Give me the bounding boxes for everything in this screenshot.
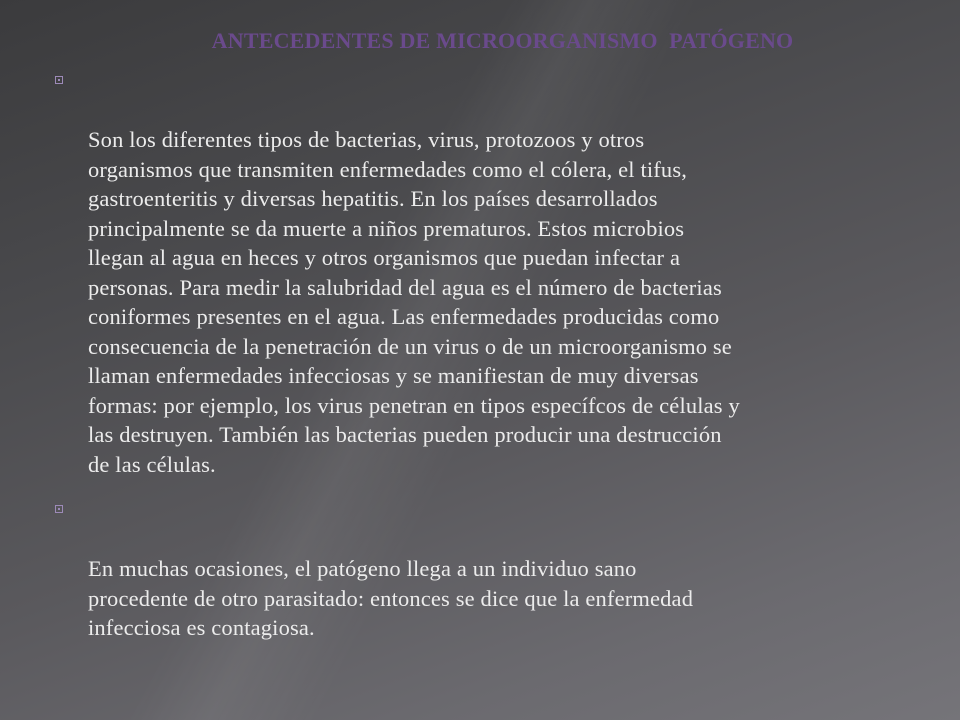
bullet-item	[52, 66, 932, 479]
square-bullet-icon	[55, 76, 63, 84]
bullet-item	[52, 495, 932, 643]
square-bullet-icon	[55, 505, 63, 513]
bullet-text: En muchas ocasiones, el patógeno llega a un individuo sano procedente de otro parasitado: entonces se dice que la enfermedad infecciosa es contagiosa.	[88, 556, 694, 640]
bullet-list	[52, 66, 932, 659]
bullet-text: Son los diferentes tipos de bacterias, virus, protozoos y otros organismos que transmiten enfermedades como el cólera, el tifus, gastroenteritis y diversas hepatitis. En los países desarrollados principalmente se da muerte a niños prematuros. Estos microbios llegan al agua en heces y otros organismos que puedan infectar a personas. Para medir la salubridad del agua es el número de bacterias coniformes presentes en el agua. Las enfermedades producidas como consecuencia de la penetración de un virus o de un microorganismo se llaman enfermedades infecciosas y se manifiestan de muy diversas formas: por ejemplo, los virus penetran en tipos específcos de células y las destruyen. También las bacterias pueden producir una destrucción de las células.	[88, 127, 740, 477]
slide-title: ANTECEDENTES DE MICROORGANISMO PATÓGENO	[211, 28, 794, 53]
